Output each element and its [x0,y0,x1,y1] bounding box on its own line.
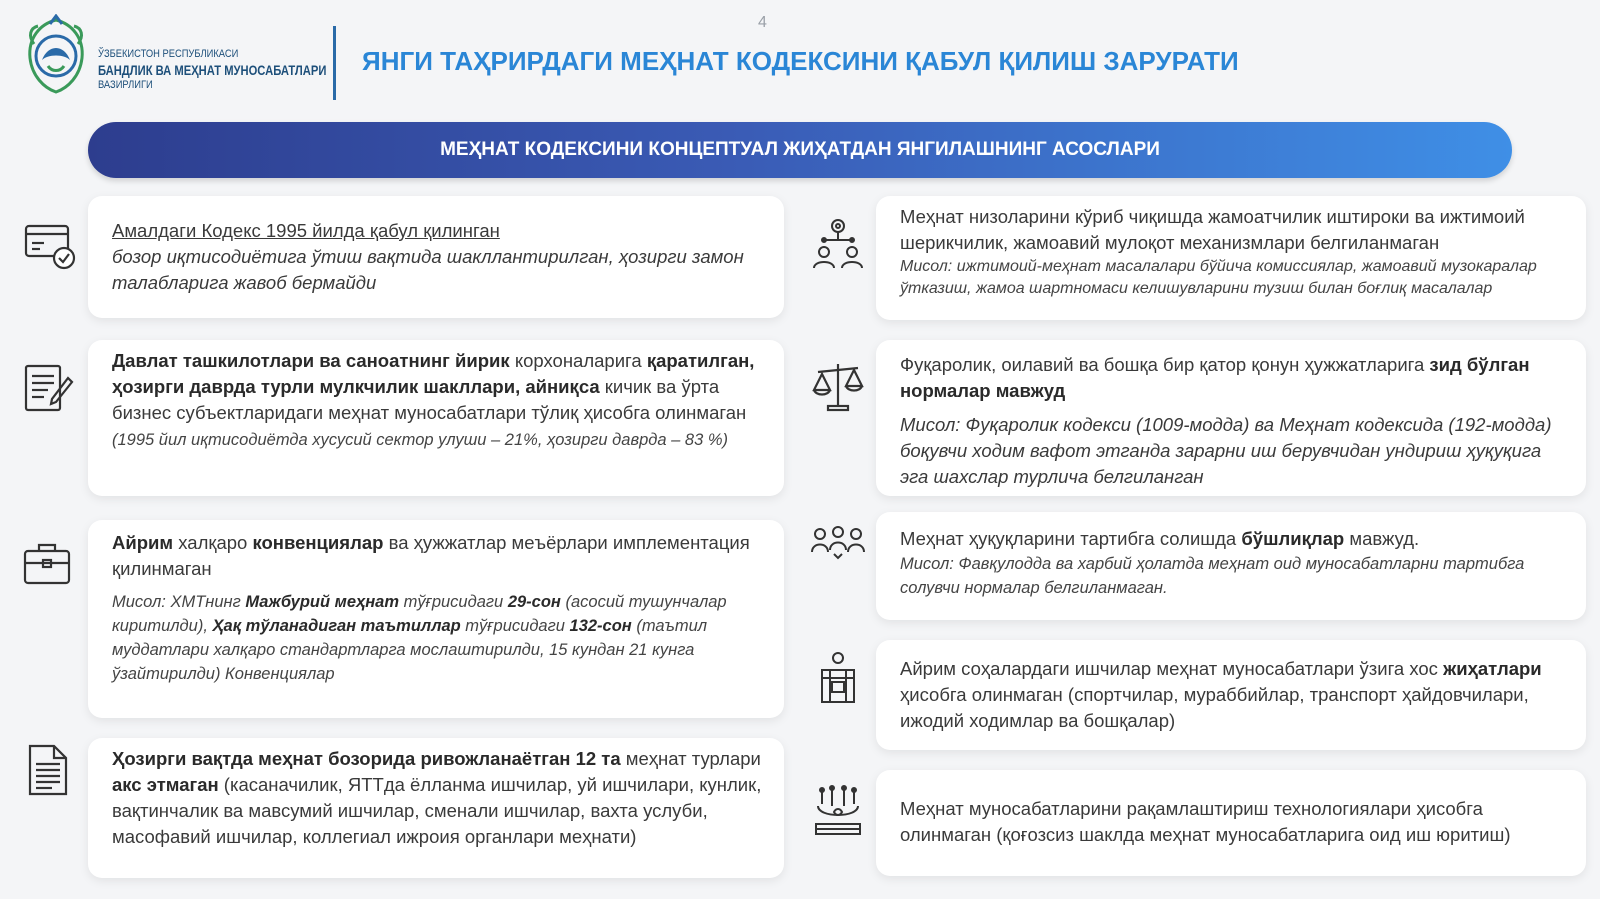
plain-text: меҳнат турлари [620,748,761,769]
plain-text: Айрим соҳалардаги ишчилар меҳнат муносабатлари ўзига хос [900,658,1444,679]
card-check-icon [20,218,76,274]
example-bold: 29-сон [507,593,561,611]
card-text [900,526,1572,552]
card-italic: бозор иқтисодиётига ўтиш вақтида шакллантирилган, ҳозирги замон талабларига жавоб бермайди [112,246,744,293]
bold-text: конвенциялар [252,532,384,553]
example-bold: Мажбурий меҳнат [245,593,400,611]
card-example: Мисол: Фуқаролик кодекси (1009-модда) ва Меҳнат кодексида (192-модда) боқувчи ходим вафот этганда зарарни иш берувчидан ундириш ҳуқуқига эга шахслар турлича белгиланган [900,414,1552,487]
ministry-name [98,48,383,92]
example-text: тўғрисидаги [460,617,570,635]
plain-text: (касаначилик, ЯТТда ёлланма ишчилар, уй ишчилари, кунлик, вақтинчалик ва мавсумий ишчилар, сменали ишчилар, вахта услуби, масофавий ишчилар, коллегиал ижроия органлари меҳнати) [112,774,762,847]
page-number: 4 [758,14,767,31]
left-card-3 [88,520,784,718]
plain-text: Меҳнат ҳуқуқларини тартибга солишда [900,528,1242,549]
underlined-text: Амалдаги Кодекс 1995 йилда қабул қилинган [112,220,500,241]
plain-text: корхоналарига [509,350,647,371]
card-heading [112,218,770,244]
plain-text: халқаро [173,532,253,553]
card-example [112,590,770,686]
worker-vest-icon [810,650,866,706]
bold-text: Ҳозирги вақтда меҳнат бозорида ривожланаётган 12 та [112,748,621,769]
card-text [112,746,770,850]
plain-text: кичик ва ўрта бизнес субъектларидаги меҳнат муносабатлари тўлиқ ҳисобга олинмаган [112,376,747,423]
right-card-5 [876,770,1586,876]
bold-text: жиҳатлари [1443,658,1542,679]
card-example: Мисол: ижтимоий-меҳнат масалалари бўйича комиссиялар, жамоавий музокаралар ўтказиш, жамоа шартномаси келишувларини тузиш билан боғлиқ масалалар [900,258,1537,297]
ministry-emblem-icon [20,14,92,96]
card-example: Мисол: Фавқулодда ва харбий ҳолатда меҳнат оид муносабатларни тартибга солувчи нормалар белгиланмаган. [900,555,1525,597]
people-network-icon [810,216,866,272]
document-lines-icon [20,742,76,798]
example-text: (асосий тушунчалар киритилди), [112,593,727,635]
ministry-line2: БАНДЛИК ВА МЕҲНАТ МУНОСАБАТЛАРИ [98,62,327,78]
plain-text: ва ҳужжатлар меъёрлари имплементация қилинмаган [112,532,750,579]
right-card-1 [876,196,1586,320]
card-text: Меҳнат низоларини кўриб чиқишда жамоатчилик иштироки ва ижтимоий шерикчилик, жамоавий мулоқот механизмлари белгиланмаган [900,206,1525,253]
example-text: тўғрисидаги [399,593,508,611]
header-divider [333,26,336,100]
italic-note: (1995 йил иқтисодиётда хусусий сектор улуши – 21%, ҳозирги даврда – 83 %) [112,431,728,449]
card-text [900,656,1572,734]
page-title: ЯНГИ ТАҲРИРДАГИ МЕҲНАТ КОДЕКСИНИ ҚАБУЛ ҚИЛИШ ЗАРУРАТИ [362,46,1239,76]
right-card-2 [876,340,1586,496]
ministry-line1: ЎЗБЕКИСТОН РЕСПУБЛИКАСИ [98,48,239,60]
left-card-2 [88,340,784,496]
plain-text: Фуқаролик, оилавий ва бошқа бир қатор қонун ҳужжатларига [900,354,1430,375]
group-icon [810,520,866,576]
example-bold: Ҳақ тўланадиган таътиллар [212,617,461,635]
left-card-1 [88,196,784,318]
left-card-4 [88,738,784,878]
card-text [900,352,1572,404]
bold-text: акс этмаган [112,774,219,795]
bold-text: зид бўлган нормалар мавжуд [900,354,1530,401]
scales-icon [810,358,866,414]
example-bold: 132-сон [569,617,632,635]
document-pen-icon [20,360,76,416]
briefcase-icon [20,535,76,591]
right-card-4 [876,640,1586,750]
bold-text: Айрим [112,532,174,553]
card-text: Меҳнат муносабатларини рақамлаштириш технологиялари ҳисобга олинмаган (қоғозсиз шаклда меҳнат муносабатларига оид иш юритиш) [900,798,1511,845]
plain-text: мавжуд. [1344,528,1420,549]
digital-hand-icon [810,784,866,840]
example-text: (таътил муддатлари халқаро стандартларга мослаштирилди, 15 кундан 21 кунга ўзайтирилди) Конвенциялар [112,617,708,683]
plain-text: ҳисобга олинмаган (спортчилар, мураббийлар, транспорт ҳайдовчилари, ижодий ходимлар ва бошқалар) [900,684,1529,731]
example-text: Мисол: ХМТнинг [112,593,246,611]
ministry-line3: ВАЗИРЛИГИ [98,79,153,91]
section-banner: МЕҲНАТ КОДЕКСИНИ КОНЦЕПТУАЛ ЖИҲАТДАН ЯНГИЛАШНИНГ АСОСЛАРИ [88,122,1512,178]
bold-text: Давлат ташкилотлари ва саноатнинг йирик [112,350,510,371]
right-card-3 [876,512,1586,620]
card-text [112,348,770,452]
bold-text: бўшлиқлар [1241,528,1345,549]
card-text [112,530,770,582]
bold-text: қаратилган, ҳозирги даврда турли мулкчилик шакллари, айниқса [112,350,755,397]
